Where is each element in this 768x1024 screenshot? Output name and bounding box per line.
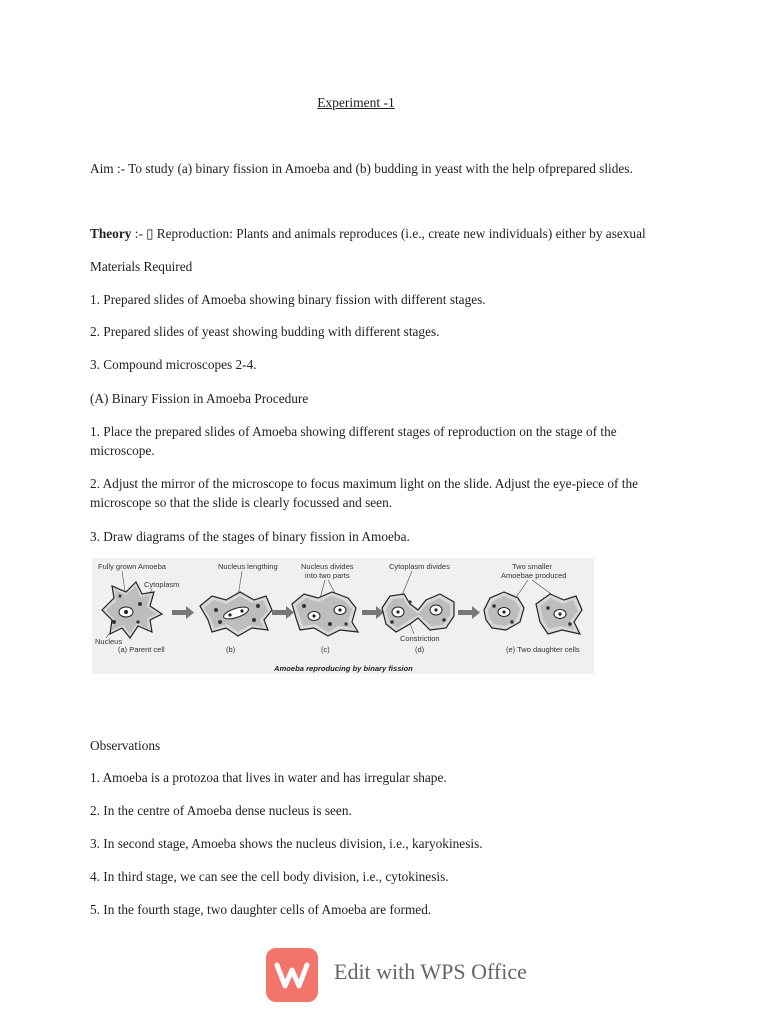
label-nucleus: Nucleus: [95, 637, 123, 646]
observation-item: 1. Amoeba is a protozoa that lives in water and has irregular shape.: [90, 770, 447, 785]
stage-label: (a) Parent cell: [118, 645, 165, 654]
amoeba-stage-a: [102, 582, 162, 638]
amoeba-stage-c: [292, 592, 358, 636]
stage-label: (e) Two daughter cells: [506, 645, 580, 654]
wps-edit-label[interactable]: Edit with WPS Office: [334, 959, 527, 984]
observation-item: 4. In third stage, we can see the cell body division, i.e., cytokinesis.: [90, 869, 449, 884]
observation-item: 5. In the fourth stage, two daughter cells of Amoeba are formed.: [90, 902, 432, 917]
procedure-heading: (A) Binary Fission in Amoeba Procedure: [90, 391, 309, 406]
material-item: 2. Prepared slides of yeast showing budding with different stages.: [90, 324, 440, 339]
label-nucleus-lengthing: Nucleus lengthing: [218, 562, 278, 571]
figure-drawing: [92, 558, 594, 674]
binary-fission-figure: [92, 558, 594, 674]
amoeba-stage-b: [200, 592, 272, 636]
label-fully-grown: Fully grown Amoeba: [98, 562, 166, 571]
stage-label: (c): [321, 645, 330, 654]
stage-label: (b): [226, 645, 236, 654]
label-amoebae-produced: Amoebae produced: [501, 571, 567, 580]
arrow-icon: [362, 606, 384, 619]
figure-caption: Amoeba reproducing by binary fission: [274, 664, 413, 673]
observation-item: 2. In the centre of Amoeba dense nucleus is seen.: [90, 803, 352, 818]
theory-line: [90, 224, 646, 243]
procedure-item: 2. Adjust the mirror of the microscope to focus maximum light on the slide. Adjust the eye-piece of the microscope so that the slide is clearly focussed and seen.: [90, 476, 639, 510]
material-item: 3. Compound microscopes 2-4.: [90, 357, 257, 372]
label-into-two-parts: into two parts: [305, 571, 350, 580]
arrow-icon: [458, 606, 480, 619]
theory-text: :- ▯ Reproduction: Plants and animals reproduces (i.e., create new individuals) either by asexual: [134, 226, 646, 241]
wps-edit-banner[interactable]: [266, 948, 526, 1004]
theory-label: Theory: [90, 226, 132, 241]
amoeba-stage-d: [382, 594, 454, 632]
aim-text: Aim :- To study (a) binary fission in Amoeba and (b) budding in yeast with the help ofprepared slides.: [90, 161, 633, 176]
wps-logo-glyph: [266, 948, 318, 1002]
procedure-item: 1. Place the prepared slides of Amoeba showing different stages of reproduction on the stage of the microscope.: [90, 424, 617, 458]
label-two-smaller: Two smaller: [512, 562, 553, 571]
amoeba-stage-e: [484, 592, 582, 634]
wps-logo-icon[interactable]: [266, 948, 318, 1002]
materials-heading: Materials Required: [90, 259, 193, 274]
label-cytoplasm: Cytoplasm: [144, 580, 180, 589]
label-cytoplasm-divides: Cytoplasm divides: [389, 562, 450, 571]
observations-heading: Observations: [90, 738, 161, 753]
observation-item: 3. In second stage, Amoeba shows the nucleus division, i.e., karyokinesis.: [90, 836, 483, 851]
experiment-title: Experiment -1: [317, 95, 395, 110]
stage-label: (d): [415, 645, 425, 654]
procedure-item: 3. Draw diagrams of the stages of binary fission in Amoeba.: [90, 529, 410, 544]
label-nucleus-divides: Nucleus divides: [301, 562, 354, 571]
material-item: 1. Prepared slides of Amoeba showing binary fission with different stages.: [90, 292, 486, 307]
label-constriction: Constriction: [400, 634, 440, 643]
arrow-icon: [172, 606, 194, 619]
arrow-icon: [272, 606, 294, 619]
